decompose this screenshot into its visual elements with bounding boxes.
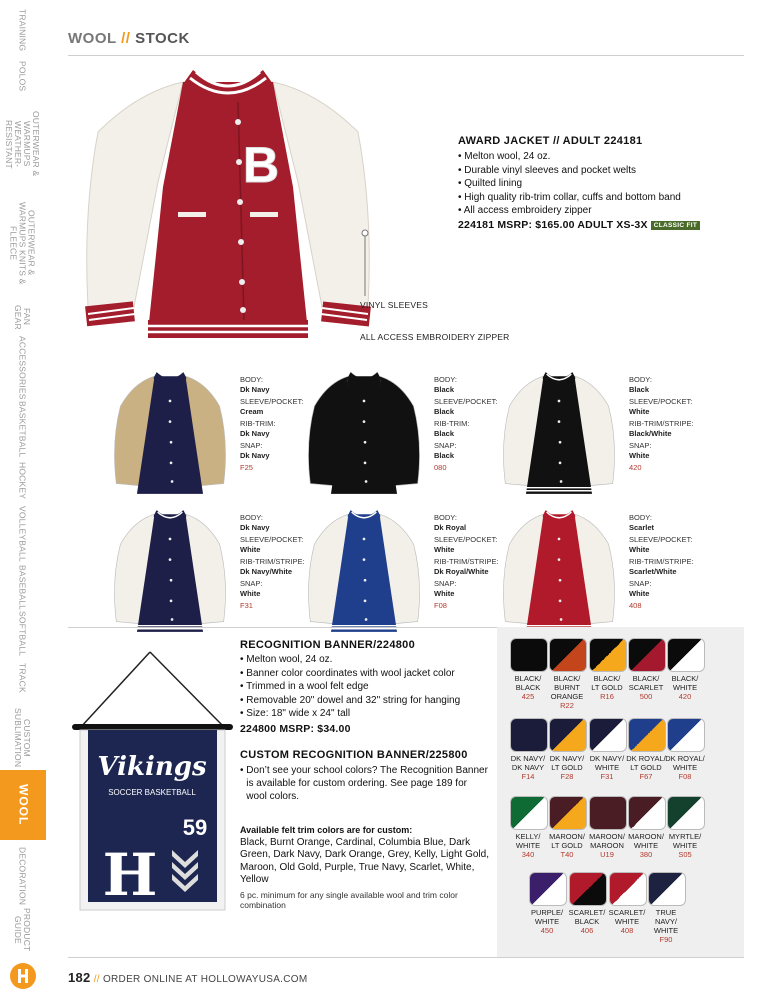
bullet: • Size: 18" wide x 24" tall: [240, 707, 490, 721]
footer: 182 // ORDER ONLINE AT HOLLOWAYUSA.COM: [68, 970, 308, 985]
bullet: • High quality rib-trim collar, cuffs and bottom band: [458, 191, 748, 205]
color-swatch: [529, 872, 567, 906]
nav-product-guide[interactable]: PRODUCT GUIDE: [13, 908, 32, 952]
color-code: 080: [434, 463, 447, 472]
sleeve-value: Black: [434, 406, 455, 416]
bullet: • Melton wool, 24 oz.: [240, 653, 490, 667]
body-value: Dk Navy: [240, 522, 270, 532]
nav-track[interactable]: TRACK: [17, 663, 28, 693]
swatch-label: DK NAVY/ LT GOLD F28: [549, 754, 585, 781]
swatch-label: BLACK/ WHITE 420: [671, 674, 699, 701]
body-value: Scarlet: [629, 522, 655, 532]
bullet: • Banner color coordinates with wool jacket color: [240, 667, 490, 681]
nav-volleyball[interactable]: VOLLEYBALL: [17, 506, 28, 562]
color-swatch: [549, 796, 587, 830]
color-swatch: [589, 718, 627, 752]
section-rule: [68, 627, 498, 628]
swatch-label: PURPLE/ WHITE 450: [530, 908, 564, 935]
jacket-option-specs: [629, 375, 729, 473]
bullet: • Durable vinyl sleeves and pocket welts: [458, 164, 748, 178]
banner-info: [240, 639, 490, 910]
jacket-option: [497, 370, 621, 503]
color-swatch: [510, 638, 548, 672]
body-label: BODY:: [434, 375, 457, 384]
color-swatch: [569, 872, 607, 906]
snap-label: SNAP:: [629, 441, 652, 450]
rib-value: Dk Navy: [240, 428, 270, 438]
color-code: 408: [629, 601, 642, 610]
page-title: WOOL // STOCK: [68, 30, 190, 47]
swatch-label: TRUE NAVY/ WHITE F90: [653, 908, 679, 944]
swatch-label: BLACK/ BLACK 425: [514, 674, 542, 701]
award-msrp: 224181 MSRP: $165.00 ADULT XS-3X CLASSIC FIT: [458, 219, 748, 231]
sleeve-label: SLEEVE/POCKET:: [629, 535, 693, 544]
banner-title: RECOGNITION BANNER/224800: [240, 639, 415, 651]
nav-wool[interactable]: WOOL: [0, 770, 46, 840]
jacket-option: [302, 370, 426, 503]
snap-value: White: [240, 588, 261, 598]
recognition-banner-image: [70, 650, 235, 915]
banner-msrp: 224800 MSRP: $34.00: [240, 722, 351, 735]
nav-polos[interactable]: POLOS: [17, 60, 28, 92]
callout-line: [360, 228, 372, 298]
classic-fit-badge: CLASSIC FIT: [651, 221, 700, 230]
rib-value: Black/White: [629, 428, 672, 438]
header-rule: [68, 55, 744, 56]
swatch-label: MAROON/ LT GOLD T40: [549, 832, 585, 859]
swatch-label: MYRTLE/ WHITE S05: [668, 832, 702, 859]
felt-title: Available felt trim colors are for custom:: [240, 824, 413, 835]
jacket-option-image: [302, 508, 426, 636]
footer-rule: [68, 957, 744, 958]
side-nav: [0, 0, 48, 1000]
color-swatch: [628, 796, 666, 830]
body-label: BODY:: [629, 513, 652, 522]
award-bullets: [458, 150, 748, 218]
award-title: AWARD JACKET // ADULT 224181: [458, 135, 643, 147]
color-swatch: [589, 638, 627, 672]
rib-value: Dk Royal/White: [434, 566, 489, 576]
body-label: BODY:: [240, 513, 263, 522]
snap-label: SNAP:: [434, 579, 457, 588]
swatch-label: SCARLET/ BLACK 406: [568, 908, 606, 935]
color-code: 420: [629, 463, 642, 472]
color-swatch: [609, 872, 647, 906]
color-swatch: [510, 718, 548, 752]
snap-value: White: [434, 588, 455, 598]
nav-softball[interactable]: SOFTBALL: [17, 611, 28, 657]
snap-label: SNAP:: [629, 579, 652, 588]
nav-decoration[interactable]: DECORATION: [17, 846, 28, 906]
jacket-option-image: [497, 508, 621, 636]
rib-label: RIB-TRIM:: [434, 419, 470, 428]
minimum-note: 6 pc. minimum for any single available wool and trim color combination: [240, 889, 458, 910]
custom-banner-text: • Don’t see your school colors? The Recognition Banner is available for custom ordering. See page 189 for wool colors.: [240, 764, 488, 802]
nav-outerwear-knits[interactable]: OUTERWEAR & WARMUPS KNITS & FLEECE: [8, 201, 37, 285]
swatch-label: MAROON/ MAROON U19: [589, 832, 625, 859]
snap-value: Black: [434, 450, 455, 460]
callout-zipper: ALL ACCESS EMBROIDERY ZIPPER: [360, 332, 510, 342]
color-swatch: [667, 718, 705, 752]
bullet: • All access embroidery zipper: [458, 204, 748, 218]
sleeve-value: White: [434, 544, 455, 554]
sleeve-value: White: [629, 406, 650, 416]
color-swatch: [628, 638, 666, 672]
rib-label: RIB-TRIM:: [240, 419, 276, 428]
rib-label: RIB-TRIM/STRIPE:: [434, 557, 499, 566]
body-label: BODY:: [629, 375, 652, 384]
color-swatch: [667, 796, 705, 830]
jacket-option-image: [108, 508, 232, 636]
footer-link[interactable]: ORDER ONLINE AT HOLLOWAYUSA.COM: [102, 974, 308, 985]
nav-hockey[interactable]: HOCKEY: [17, 462, 28, 500]
color-code: F25: [240, 463, 253, 472]
color-code: F31: [240, 601, 253, 610]
snap-label: SNAP:: [434, 441, 457, 450]
swatch-label: BLACK/ BURNT ORANGE R22: [550, 674, 584, 710]
sleeve-label: SLEEVE/POCKET:: [434, 535, 498, 544]
page-number: 182: [68, 970, 91, 985]
jacket-chenille-letter: B: [243, 137, 280, 193]
bullet: • Quilted lining: [458, 177, 748, 191]
body-value: Black: [629, 384, 650, 394]
holloway-logo-icon: [10, 963, 36, 989]
jacket-option: [497, 508, 621, 641]
body-label: BODY:: [434, 513, 457, 522]
color-swatch: [510, 796, 548, 830]
swatch-label: KELLY/ WHITE 340: [515, 832, 541, 859]
snap-label: SNAP:: [240, 441, 263, 450]
banner-sport-text: SOCCER BASKETBALL: [108, 788, 196, 797]
rib-value: Black: [434, 428, 455, 438]
swatch-label: DK NAVY/ DK NAVY F14: [510, 754, 546, 781]
color-swatch: [549, 718, 587, 752]
bullet: • Melton wool, 24 oz.: [458, 150, 748, 164]
body-label: BODY:: [240, 375, 263, 384]
award-jacket-image: [78, 62, 378, 352]
sleeve-value: Cream: [240, 406, 264, 416]
body-value: Black: [434, 384, 455, 394]
rib-label: RIB-TRIM/STRIPE:: [629, 419, 694, 428]
jacket-option: [108, 508, 232, 641]
jacket-option-specs: [629, 513, 729, 611]
sleeve-value: White: [240, 544, 261, 554]
jacket-option-image: [108, 370, 232, 498]
jacket-option-image: [302, 370, 426, 498]
sleeve-label: SLEEVE/POCKET:: [629, 397, 693, 406]
snap-value: Dk Navy: [240, 450, 270, 460]
color-swatch: [648, 872, 686, 906]
nav-fan-gear[interactable]: FAN GEAR: [13, 304, 32, 330]
custom-banner-title: CUSTOM RECOGNITION BANNER/225800: [240, 748, 468, 761]
banner-number: 59: [182, 815, 208, 840]
sleeve-value: White: [629, 544, 650, 554]
snap-value: White: [629, 588, 650, 598]
banner-letter: H: [102, 841, 158, 909]
swatch-label: DK ROYAL/ LT GOLD F67: [626, 754, 666, 781]
snap-label: SNAP:: [240, 579, 263, 588]
swatch-label: BLACK/ LT GOLD R16: [591, 674, 623, 701]
color-swatch: [549, 638, 587, 672]
banner-script-text: Vikings: [97, 752, 207, 782]
swatch-label: DK NAVY/ WHITE F31: [589, 754, 625, 781]
color-code: F08: [434, 601, 447, 610]
color-swatch: [589, 796, 627, 830]
rib-label: RIB-TRIM/STRIPE:: [629, 557, 694, 566]
swatch-label: MAROON/ WHITE 380: [628, 832, 664, 859]
body-value: Dk Royal: [434, 522, 467, 532]
swatch-label: BLACK/ SCARLET 500: [628, 674, 664, 701]
jacket-option: [108, 370, 232, 503]
color-swatch: [667, 638, 705, 672]
bullet: • Removable 20" dowel and 32" string for hanging: [240, 694, 490, 708]
jacket-option-image: [497, 370, 621, 498]
nav-baseball[interactable]: BASEBALL: [17, 565, 28, 611]
rib-value: Dk Navy/White: [240, 566, 293, 576]
body-value: Dk Navy: [240, 384, 270, 394]
snap-value: White: [629, 450, 650, 460]
callout-vinyl-sleeves: VINYL SLEEVES: [360, 300, 428, 310]
sleeve-label: SLEEVE/POCKET:: [434, 397, 498, 406]
sleeve-label: SLEEVE/POCKET:: [240, 535, 304, 544]
jacket-option: [302, 508, 426, 641]
swatch-label: DK ROYAL/ WHITE F08: [665, 754, 705, 781]
nav-training[interactable]: TRAINING: [17, 8, 28, 52]
nav-custom-sublimation[interactable]: CUSTOM SUBLIMATION: [13, 708, 32, 768]
rib-value: Scarlet/White: [629, 566, 677, 576]
bullet: • Trimmed in a wool felt edge: [240, 680, 490, 694]
rib-label: RIB-TRIM/STRIPE:: [240, 557, 305, 566]
nav-accessories[interactable]: ACCESSORIES: [17, 336, 28, 400]
swatch-label: SCARLET/ WHITE 408: [608, 908, 646, 935]
nav-basketball[interactable]: BASKETBALL: [17, 400, 28, 458]
sleeve-label: SLEEVE/POCKET:: [240, 397, 304, 406]
felt-list: Black, Burnt Orange, Cardinal, Columbia Blue, Dark Green, Dark Navy, Dark Orange, Grey, Kelly, Light Gold, Maroon, Old Gold, Purple, True Navy, Scarlet, White, Yellow: [240, 836, 489, 886]
award-jacket-info: [458, 135, 748, 231]
banner-bullets: [240, 653, 490, 721]
color-swatch: [628, 718, 666, 752]
nav-outerwear-weather[interactable]: OUTERWEAR & WARMUPS WEATHER-RESISTANT: [4, 111, 41, 177]
